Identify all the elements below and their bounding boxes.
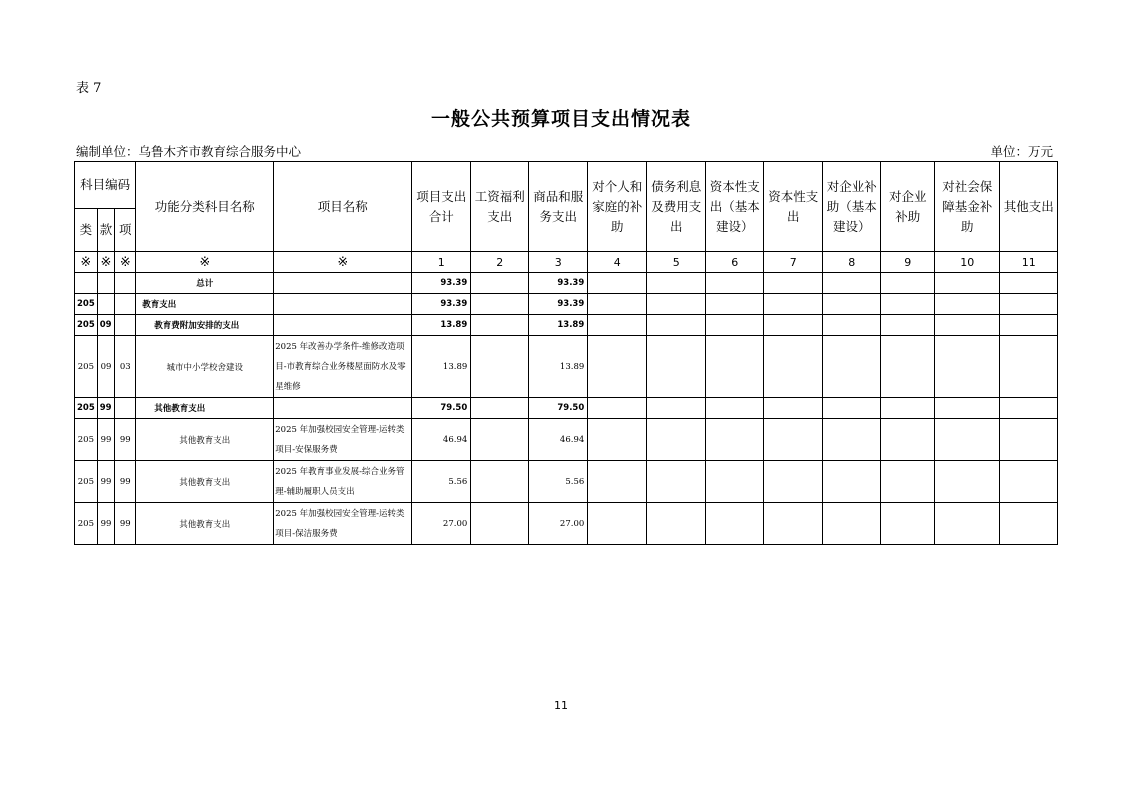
cell-empty <box>706 273 764 294</box>
cell-empty <box>706 461 764 503</box>
cell-kuan <box>97 294 115 315</box>
cell-empty <box>588 315 647 336</box>
cell-kuan <box>97 273 115 294</box>
column-number: 6 <box>706 252 764 273</box>
header-col-3: 商品和服务支出 <box>529 162 588 252</box>
cell-empty <box>706 336 764 398</box>
cell-empty <box>823 398 881 419</box>
header-col-7: 资本性支出 <box>764 162 823 252</box>
header-row-1 <box>75 162 1058 209</box>
cell-project <box>274 315 412 336</box>
cell-empty <box>823 419 881 461</box>
cell-empty <box>471 273 529 294</box>
cell-func-name: 总计 <box>136 273 274 294</box>
cell-xiang <box>115 398 136 419</box>
cell-empty <box>823 503 881 545</box>
cell-empty <box>764 419 823 461</box>
header-xiang: 项 <box>115 209 136 252</box>
column-number: 1 <box>412 252 471 273</box>
column-number: 8 <box>823 252 881 273</box>
cell-empty <box>823 315 881 336</box>
cell-empty <box>935 398 1000 419</box>
cell-lei: 205 <box>75 336 98 398</box>
mark-cell: ※ <box>136 252 274 273</box>
cell-func-name: 城市中小学校舍建设 <box>136 336 274 398</box>
table-number: 表 7 <box>76 81 102 96</box>
cell-empty <box>823 273 881 294</box>
page-number: 11 <box>554 699 568 712</box>
cell-empty <box>471 336 529 398</box>
cell-project: 2025 年教育事业发展-综合业务管理-辅助履职人员支出 <box>274 461 412 503</box>
cell-lei: 205 <box>75 461 98 503</box>
cell-project: 2025 年改善办学条件-维修改造项目-市教育综合业务楼屋面防水及零星维修 <box>274 336 412 398</box>
cell-empty <box>935 419 1000 461</box>
cell-empty <box>881 273 935 294</box>
cell-empty <box>1000 419 1058 461</box>
cell-project: 2025 年加强校园安全管理-运转类项目-安保服务费 <box>274 419 412 461</box>
cell-empty <box>706 503 764 545</box>
cell-goods: 46.94 <box>529 419 588 461</box>
cell-total: 13.89 <box>412 315 471 336</box>
table-row <box>75 461 1058 503</box>
table-row <box>75 315 1058 336</box>
header-col-11: 其他支出 <box>1000 162 1058 252</box>
cell-goods: 5.56 <box>529 461 588 503</box>
column-number: 2 <box>471 252 529 273</box>
table-row <box>75 419 1058 461</box>
header-col-5: 债务利息及费用支出 <box>647 162 706 252</box>
cell-empty <box>1000 273 1058 294</box>
cell-empty <box>1000 315 1058 336</box>
column-number: 11 <box>1000 252 1058 273</box>
cell-xiang: 99 <box>115 503 136 545</box>
cell-goods: 79.50 <box>529 398 588 419</box>
cell-empty <box>881 336 935 398</box>
cell-empty <box>764 503 823 545</box>
cell-xiang: 99 <box>115 461 136 503</box>
header-col-2: 工资福利支出 <box>471 162 529 252</box>
cell-empty <box>1000 336 1058 398</box>
cell-func-name: 其他教育支出 <box>136 461 274 503</box>
cell-empty <box>764 398 823 419</box>
cell-empty <box>935 336 1000 398</box>
cell-empty <box>471 398 529 419</box>
cell-lei: 205 <box>75 419 98 461</box>
header-col-4: 对个人和家庭的补助 <box>588 162 647 252</box>
cell-empty <box>647 461 706 503</box>
cell-xiang <box>115 273 136 294</box>
cell-total: 5.56 <box>412 461 471 503</box>
cell-empty <box>881 503 935 545</box>
cell-empty <box>588 273 647 294</box>
cell-kuan: 09 <box>97 336 115 398</box>
cell-empty <box>471 503 529 545</box>
cell-empty <box>764 273 823 294</box>
cell-lei: 205 <box>75 294 98 315</box>
table-row <box>75 398 1058 419</box>
cell-empty <box>647 503 706 545</box>
mark-cell: ※ <box>97 252 115 273</box>
cell-empty <box>588 336 647 398</box>
cell-func-name: 教育支出 <box>136 294 274 315</box>
cell-empty <box>706 315 764 336</box>
cell-xiang <box>115 315 136 336</box>
header-func-name: 功能分类科目名称 <box>136 162 274 252</box>
cell-kuan: 99 <box>97 419 115 461</box>
mark-cell: ※ <box>274 252 412 273</box>
cell-empty <box>935 461 1000 503</box>
cell-kuan: 99 <box>97 503 115 545</box>
header-lei: 类 <box>75 209 98 252</box>
cell-empty <box>823 294 881 315</box>
header-col-1: 项目支出合计 <box>412 162 471 252</box>
cell-empty <box>647 336 706 398</box>
cell-empty <box>706 294 764 315</box>
column-number: 9 <box>881 252 935 273</box>
cell-lei: 205 <box>75 315 98 336</box>
cell-total: 46.94 <box>412 419 471 461</box>
cell-empty <box>1000 503 1058 545</box>
cell-xiang: 99 <box>115 419 136 461</box>
header-col-8: 对企业补助（基本建设） <box>823 162 881 252</box>
cell-func-name: 其他教育支出 <box>136 503 274 545</box>
mark-cell: ※ <box>75 252 98 273</box>
table-row <box>75 273 1058 294</box>
page-title: 一般公共预算项目支出情况表 <box>430 108 691 130</box>
cell-empty <box>881 461 935 503</box>
cell-goods: 13.89 <box>529 315 588 336</box>
cell-lei: 205 <box>75 398 98 419</box>
header-code-group: 科目编码 <box>75 162 136 209</box>
cell-empty <box>935 503 1000 545</box>
cell-xiang <box>115 294 136 315</box>
cell-lei <box>75 273 98 294</box>
cell-empty <box>764 315 823 336</box>
cell-total: 93.39 <box>412 273 471 294</box>
cell-empty <box>764 294 823 315</box>
cell-func-name: 其他教育支出 <box>136 419 274 461</box>
cell-empty <box>823 336 881 398</box>
cell-empty <box>588 503 647 545</box>
cell-kuan: 99 <box>97 461 115 503</box>
cell-empty <box>647 315 706 336</box>
cell-empty <box>935 294 1000 315</box>
cell-kuan: 09 <box>97 315 115 336</box>
cell-empty <box>588 461 647 503</box>
table-row <box>75 336 1058 398</box>
mark-cell: ※ <box>115 252 136 273</box>
header-project-name: 项目名称 <box>274 162 412 252</box>
compiling-unit: 编制单位：乌鲁木齐市教育综合服务中心 <box>76 144 302 159</box>
cell-project: 2025 年加强校园安全管理-运转类项目-保洁服务费 <box>274 503 412 545</box>
cell-project <box>274 398 412 419</box>
cell-empty <box>881 398 935 419</box>
cell-empty <box>471 419 529 461</box>
cell-empty <box>881 419 935 461</box>
header-kuan: 款 <box>97 209 115 252</box>
cell-empty <box>471 315 529 336</box>
cell-empty <box>881 315 935 336</box>
cell-empty <box>1000 461 1058 503</box>
cell-empty <box>647 294 706 315</box>
cell-empty <box>1000 398 1058 419</box>
cell-project <box>274 273 412 294</box>
column-number: 10 <box>935 252 1000 273</box>
cell-empty <box>647 398 706 419</box>
cell-total: 13.89 <box>412 336 471 398</box>
cell-empty <box>647 419 706 461</box>
cell-goods: 27.00 <box>529 503 588 545</box>
cell-goods: 93.39 <box>529 294 588 315</box>
table-row <box>75 294 1058 315</box>
column-number: 5 <box>647 252 706 273</box>
cell-empty <box>706 419 764 461</box>
cell-func-name: 教育费附加安排的支出 <box>136 315 274 336</box>
cell-empty <box>935 315 1000 336</box>
cell-total: 79.50 <box>412 398 471 419</box>
cell-project <box>274 294 412 315</box>
cell-lei: 205 <box>75 503 98 545</box>
mark-row <box>75 252 1058 273</box>
cell-empty <box>823 461 881 503</box>
column-number: 4 <box>588 252 647 273</box>
cell-empty <box>706 398 764 419</box>
cell-empty <box>935 273 1000 294</box>
cell-empty <box>588 398 647 419</box>
cell-empty <box>647 273 706 294</box>
cell-xiang: 03 <box>115 336 136 398</box>
cell-func-name: 其他教育支出 <box>136 398 274 419</box>
header-col-6: 资本性支出（基本建设） <box>706 162 764 252</box>
currency-unit: 单位：万元 <box>990 144 1053 159</box>
column-number: 7 <box>764 252 823 273</box>
header-col-9: 对企业补助 <box>881 162 935 252</box>
cell-goods: 93.39 <box>529 273 588 294</box>
cell-kuan: 99 <box>97 398 115 419</box>
cell-empty <box>471 294 529 315</box>
budget-table <box>74 161 1058 545</box>
cell-empty <box>471 461 529 503</box>
cell-empty <box>764 336 823 398</box>
cell-goods: 13.89 <box>529 336 588 398</box>
cell-total: 27.00 <box>412 503 471 545</box>
cell-empty <box>764 461 823 503</box>
header-col-10: 对社会保障基金补助 <box>935 162 1000 252</box>
column-number: 3 <box>529 252 588 273</box>
cell-total: 93.39 <box>412 294 471 315</box>
cell-empty <box>588 294 647 315</box>
cell-empty <box>1000 294 1058 315</box>
cell-empty <box>588 419 647 461</box>
cell-empty <box>881 294 935 315</box>
table-row <box>75 503 1058 545</box>
